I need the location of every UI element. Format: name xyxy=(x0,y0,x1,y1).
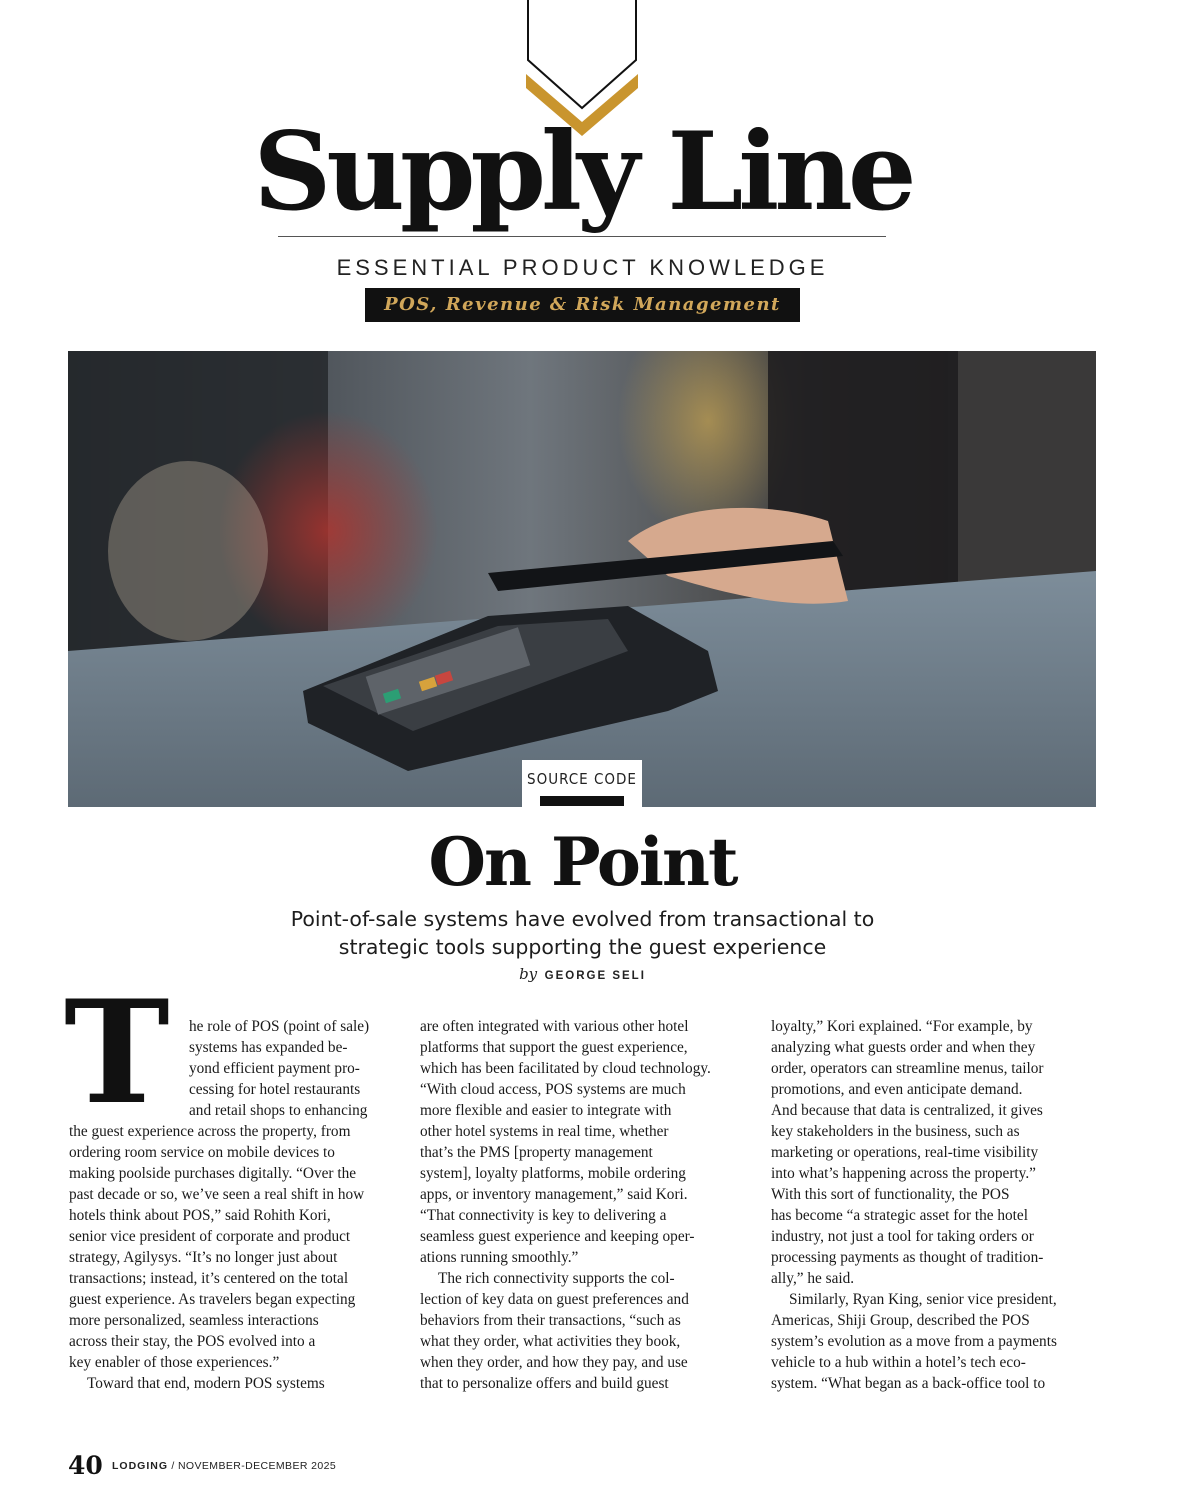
body-line: more flexible and easier to integrate with xyxy=(420,1102,672,1119)
body-line: “With cloud access, POS systems are much xyxy=(420,1081,686,1098)
body-column-1 xyxy=(69,1016,399,1394)
section-tag xyxy=(522,760,642,810)
issue-date: / NOVEMBER-DECEMBER 2025 xyxy=(168,1460,337,1472)
byline xyxy=(0,965,1165,984)
body-line: platforms that support the guest experience, xyxy=(420,1039,688,1056)
body-line: cessing for hotel restaurants xyxy=(189,1081,361,1098)
section-tag-label: SOURCE CODE xyxy=(527,770,637,788)
body-line: analyzing what guests order and when they xyxy=(771,1039,1036,1056)
body-line: seamless guest experience and keeping oper- xyxy=(420,1228,695,1245)
page-number: 40 xyxy=(68,1451,103,1480)
body-line: transactions; instead, it’s centered on the total xyxy=(69,1270,349,1287)
body-line: the guest experience across the property, from xyxy=(69,1123,351,1140)
body-line: processing payments as thought of tradition- xyxy=(771,1249,1044,1266)
body-line: when they order, and how they pay, and use xyxy=(420,1354,688,1371)
body-line: that’s the PMS [property management xyxy=(420,1144,653,1161)
body-line: order, operators can streamline menus, tailor xyxy=(771,1060,1044,1077)
body-line: loyalty,” Kori explained. “For example, by xyxy=(771,1018,1033,1035)
body-line: apps, or inventory management,” said Kori. xyxy=(420,1186,688,1203)
body-line: making poolside purchases digitally. “Over the xyxy=(69,1165,357,1182)
body-line: Similarly, Ryan King, senior vice president, xyxy=(789,1291,1057,1308)
body-line: lection of key data on guest preferences and xyxy=(420,1291,689,1308)
body-line: are often integrated with various other hotel xyxy=(420,1018,689,1035)
byline-author: GEORGE SELI xyxy=(544,970,646,982)
body-line: that to personalize offers and build guest xyxy=(420,1375,669,1392)
article-headline: On Point xyxy=(428,823,737,901)
payment-terminal-illustration xyxy=(68,351,1096,807)
body-line: vehicle to a hub within a hotel’s tech eco- xyxy=(771,1354,1026,1371)
article-dek xyxy=(200,905,965,961)
body-line: ations running smoothly.” xyxy=(420,1249,579,1266)
body-line: what they order, what activities they book, xyxy=(420,1333,681,1350)
byline-by: by xyxy=(519,965,538,983)
hero-photo xyxy=(68,351,1096,807)
body-line: ally,” he said. xyxy=(771,1270,855,1287)
body-line: senior vice president of corporate and product xyxy=(69,1228,351,1245)
body-line: hotels think about POS,” said Rohith Kori, xyxy=(69,1207,331,1224)
body-line: With this sort of functionality, the POS xyxy=(771,1186,1010,1203)
body-line: has become “a strategic asset for the hotel xyxy=(771,1207,1028,1224)
body-line: past decade or so, we’ve seen a real shift in how xyxy=(69,1186,365,1203)
body-line: Toward that end, modern POS systems xyxy=(87,1375,325,1392)
body-column-3 xyxy=(771,1016,1101,1394)
body-line: guest experience. As travelers began expecting xyxy=(69,1291,356,1308)
drop-cap: T xyxy=(64,970,170,1136)
body-line: marketing or operations, real-time visibility xyxy=(771,1144,1039,1161)
body-line: yond efficient payment pro- xyxy=(189,1060,360,1077)
body-line: systems has expanded be- xyxy=(189,1039,348,1056)
body-line: across their stay, the POS evolved into a xyxy=(69,1333,316,1350)
dek-line-2: strategic tools supporting the guest experience xyxy=(338,935,827,959)
body-line: system], loyalty platforms, mobile ordering xyxy=(420,1165,686,1182)
body-line: promotions, and even anticipate demand. xyxy=(771,1081,1023,1098)
body-line: strategy, Agilysys. “It’s no longer just about xyxy=(69,1249,338,1266)
body-line: The rich connectivity supports the col- xyxy=(438,1270,675,1287)
body-line: system’s evolution as a move from a payments xyxy=(771,1333,1057,1350)
body-column-2 xyxy=(420,1016,750,1394)
body-line: And because that data is centralized, it gives xyxy=(771,1102,1043,1119)
body-line: “That connectivity is key to delivering a xyxy=(420,1207,667,1224)
section-tag-bar xyxy=(540,796,624,806)
footer-publication xyxy=(112,1460,336,1472)
body-line: which has been facilitated by cloud technology. xyxy=(420,1060,711,1077)
masthead-rule xyxy=(278,236,886,237)
body-line: system. “What began as a back-office tool to xyxy=(771,1375,1046,1392)
section-banner: POS, Revenue & Risk Management xyxy=(365,288,800,322)
body-line: more personalized, seamless interactions xyxy=(69,1312,319,1329)
masthead-subtitle: ESSENTIAL PRODUCT KNOWLEDGE xyxy=(336,255,829,280)
body-line: key enabler of those experiences.” xyxy=(69,1354,280,1371)
body-line: he role of POS (point of sale) xyxy=(189,1018,370,1035)
publication-name: LODGING xyxy=(112,1460,168,1472)
dek-line-1: Point-of-sale systems have evolved from transactional to xyxy=(290,907,875,931)
body-line: industry, not just a tool for taking orders or xyxy=(771,1228,1034,1245)
body-line: into what’s happening across the property.” xyxy=(771,1165,1036,1182)
body-line: behaviors from their transactions, “such as xyxy=(420,1312,681,1329)
body-line: ordering room service on mobile devices to xyxy=(69,1144,335,1161)
body-line: and retail shops to enhancing xyxy=(189,1102,368,1119)
body-line: Americas, Shiji Group, described the POS xyxy=(771,1312,1030,1329)
body-line: key stakeholders in the business, such as xyxy=(771,1123,1020,1140)
masthead-title: Supply Line xyxy=(253,109,912,235)
body-line: other hotel systems in real time, whether xyxy=(420,1123,669,1140)
